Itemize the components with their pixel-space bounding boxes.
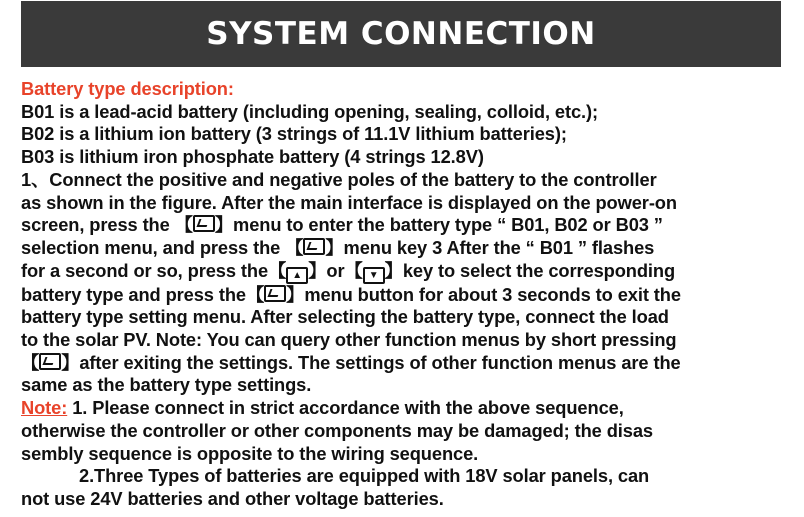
note-line: 2.Three Types of batteries are equipped with 18V solar panels, can [79, 465, 650, 487]
up-key-icon: ▲ [286, 267, 308, 284]
instruction-line: battery type setting menu. After selecting the battery type, connect the load [21, 306, 669, 328]
battery-type-heading: Battery type description: [21, 78, 234, 99]
instruction-line: for a second or so, press the【 ▲ 】or【 ▼ 】key to select the corresponding [21, 260, 796, 284]
menu-key-icon [303, 238, 325, 255]
instruction-line: 【 】after exiting the settings. The settings of other function menus are the [21, 351, 681, 373]
menu-key-icon [193, 215, 215, 232]
down-key-icon: ▼ [363, 267, 385, 284]
banner-title: SYSTEM CONNECTION [206, 16, 596, 52]
instruction-line: to the solar PV. Note: You can query other function menus by short pressing [21, 329, 677, 351]
instruction-line: as shown in the figure. After the main interface is displayed on the power-on [21, 191, 677, 213]
note-line: otherwise the controller or other components may be damaged; the disas [21, 419, 653, 441]
document-body [21, 78, 796, 511]
menu-key-icon [264, 285, 286, 302]
instruction-line: same as the battery type settings. [21, 374, 312, 396]
instruction-line: battery type and press the【 】menu button for about 3 seconds to exit the [21, 283, 681, 305]
instruction-line: screen, press the 【 】menu to enter the battery type “ B01, B02 or B03 ” [21, 214, 663, 236]
battery-b02: B02 is a lithium ion battery (3 strings of 11.1V lithium batteries); [21, 123, 567, 145]
instruction-line: 1、Connect the positive and negative poles of the battery to the controller [21, 168, 657, 190]
note-line: not use 24V batteries and other voltage batteries. [21, 487, 444, 509]
menu-key-icon [39, 353, 61, 370]
battery-b03: B03 is lithium iron phosphate battery (4 strings 12.8V) [21, 146, 484, 168]
instruction-line: selection menu, and press the 【 】menu key 3 After the “ B01 ” flashes [21, 236, 655, 258]
note-line: Note: 1. Please connect in strict accordance with the above sequence, [21, 397, 624, 419]
note-label: Note: [21, 397, 68, 419]
note-line: sembly sequence is opposite to the wiring sequence. [21, 442, 479, 464]
page-banner [21, 1, 781, 67]
battery-b01: B01 is a lead-acid battery (including opening, sealing, colloid, etc.); [21, 100, 598, 122]
